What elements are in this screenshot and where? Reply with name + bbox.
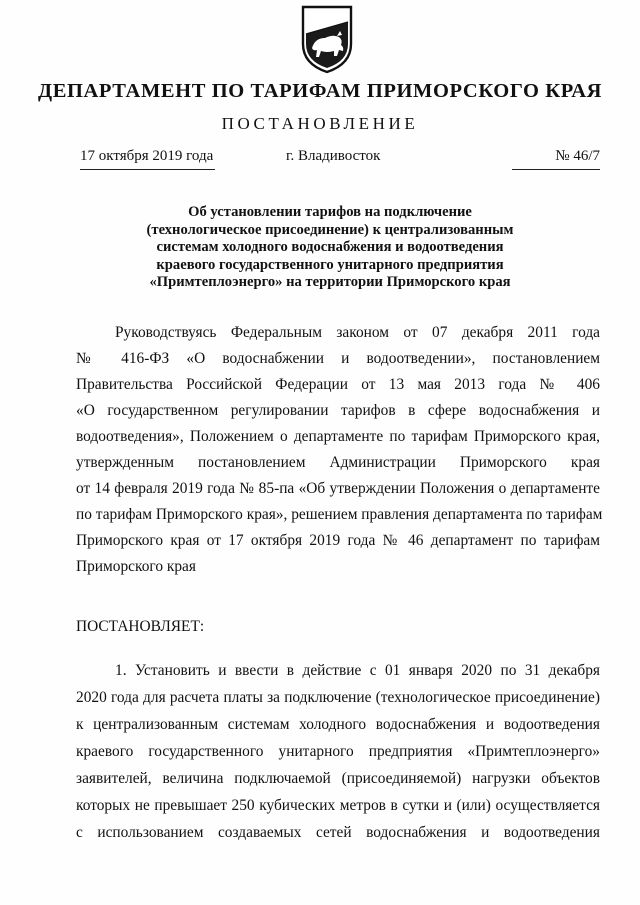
item-1-line: краевого государственного унитарного предприятия «Примтеплоэнерго»	[76, 743, 600, 760]
department-title: ДЕПАРТАМЕНТ ПО ТАРИФАМ ПРИМОРСКОГО КРАЯ	[37, 80, 603, 102]
item-1-line: заявителей, величина подключаемой (присоединяемой) нагрузки объектов	[76, 770, 600, 787]
preamble-line: Руководствуясь Федеральным законом от 07 декабря 2011 года	[115, 324, 600, 341]
preamble-line: водоотведения», Положением о департаменте по тарифам Приморского края,	[76, 428, 600, 445]
coat-of-arms-icon	[299, 4, 355, 74]
preamble-line: от 14 февраля 2019 года № 85-па «Об утверждении Положения о департаменте	[76, 480, 600, 497]
heading-line: краевого государственного унитарного предприятия	[156, 256, 504, 273]
preamble-line: по тарифам Приморского края», решением правления департамента по тарифам	[76, 506, 603, 523]
preamble-line: Приморского края	[76, 558, 196, 575]
item-1-line: с использованием создаваемых сетей водоснабжения и водоотведения	[76, 824, 600, 841]
preamble-line: № 416-ФЗ «О водоснабжении и водоотведении», постановлением	[76, 350, 600, 367]
item-1-line: к централизованным системам холодного водоснабжения и водоотведения	[76, 716, 600, 733]
heading-line: «Примтеплоэнерго» на территории Приморского края	[149, 274, 511, 291]
preamble-line: Правительства Российской Федерации от 13 мая 2013 года № 406	[76, 376, 600, 393]
preamble-line: «О государственном регулировании тарифов в сфере водоснабжения и	[76, 402, 600, 419]
heading-line: Об установлении тарифов на подключение	[188, 204, 472, 220]
document-date: 17 октября 2019 года	[80, 148, 215, 170]
heading-line: (технологическое присоединение) к централизованным	[146, 221, 514, 238]
document-type: ПОСТАНОВЛЕНИЕ	[221, 114, 419, 133]
item-1-line: 2020 года для расчета платы за подключение (технологическое присоединение)	[76, 689, 600, 706]
document-number: № 46/7	[512, 148, 600, 170]
document-heading	[120, 204, 540, 292]
heading-line: системам холодного водоснабжения и водоотведения	[156, 239, 504, 256]
resolves-heading: ПОСТАНОВЛЯЕТ:	[76, 618, 205, 635]
preamble-line: Приморского края от 17 октября 2019 года № 46 департамент по тарифам	[76, 532, 600, 549]
document-city: г. Владивосток	[286, 148, 381, 164]
item-1-line: которых не превышает 250 кубических метров в сутки и (или) осуществляется	[76, 797, 600, 814]
preamble-line: утвержденным постановлением Администрации Приморского края	[76, 454, 600, 471]
item-1-line: 1. Установить и ввести в действие с 01 января 2020 по 31 декабря	[115, 662, 600, 679]
